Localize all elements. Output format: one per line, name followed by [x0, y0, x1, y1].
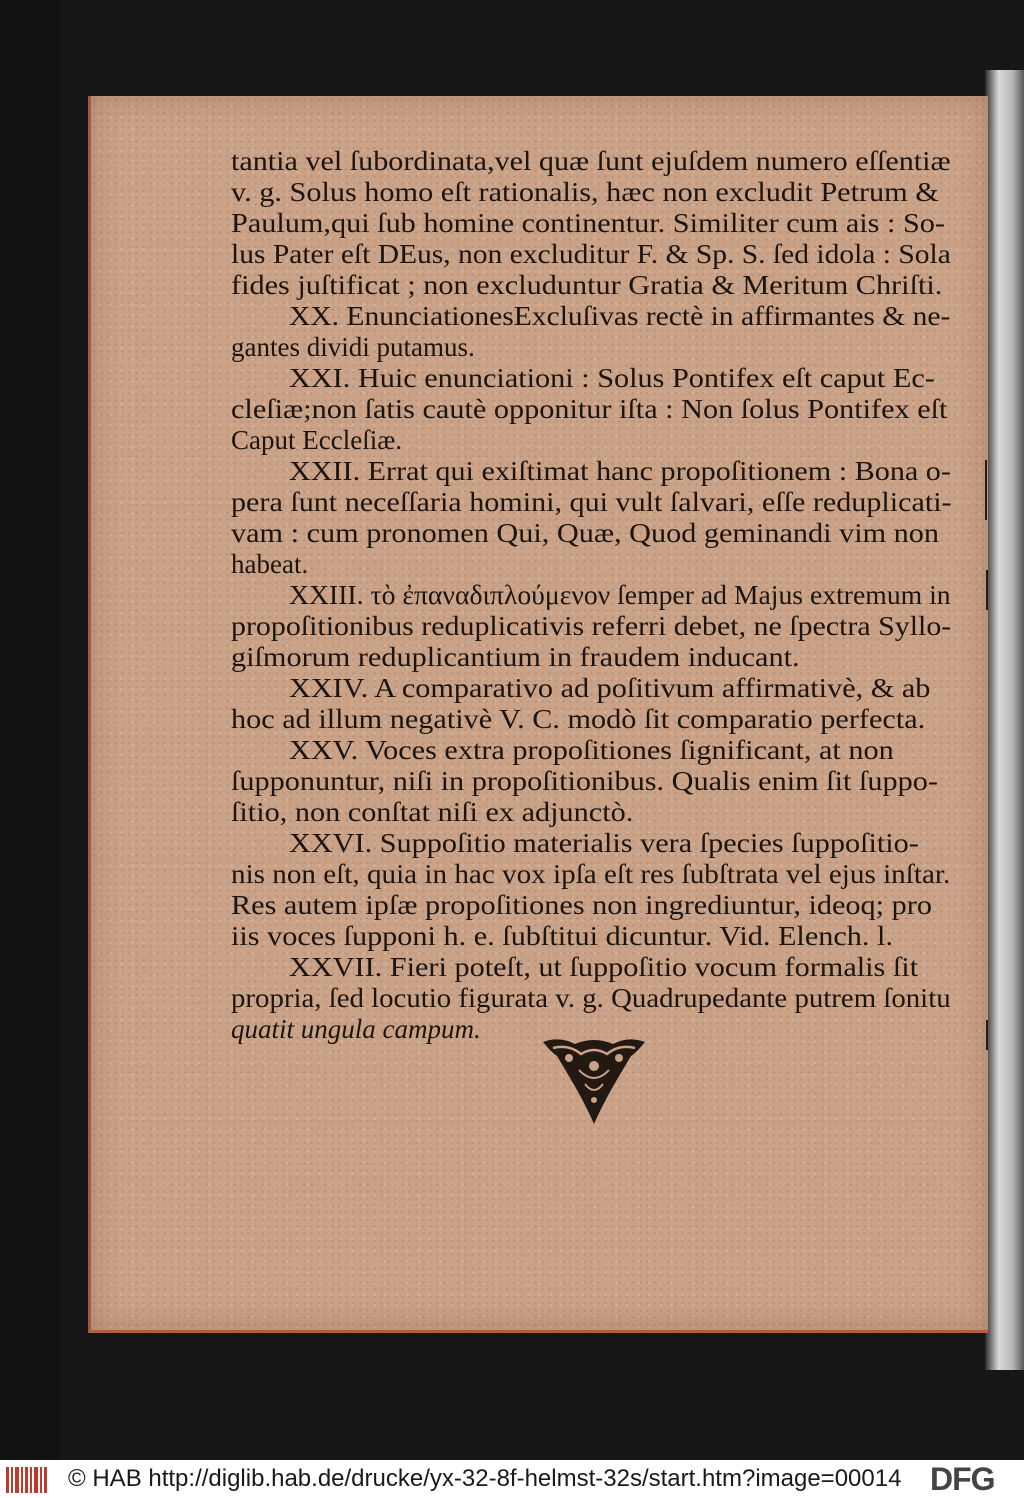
- text-line: XXVII. Fieri poteſt, ut ſuppoſitio vocum formalis ſit: [289, 952, 919, 982]
- text-line: tantia vel ſubordinata,vel quæ ſunt ejuſdem numero eſſentiæ: [231, 146, 951, 176]
- barcode-icon: [6, 1467, 48, 1493]
- text-line: XXV. Voces extra propoſitiones ſignificant, at non: [289, 735, 894, 765]
- text-line: hoc ad illum negativè V. C. modò ſit comparatio perfecta.: [231, 704, 926, 734]
- text-line: v. g. Solus homo eſt rationalis, hæc non excludit Petrum &: [231, 177, 939, 207]
- text-line: giſmorum reduplicantium in fraudem inducant.: [231, 642, 800, 672]
- dfg-logo: DFG: [930, 1461, 995, 1497]
- text-line: vam : cum pronomen Qui, Quæ, Quod geminandi vim non: [231, 518, 940, 548]
- text-line: XXIII. τὸ ἐπαναδιπλούμενον ſemper ad Majus extremum in: [289, 580, 951, 610]
- text-line: ſitio, non conſtat niſi ex adjunctò.: [231, 797, 634, 827]
- text-line: propria, ſed locutio figurata v. g. Quadrupedante putrem ſonitu: [231, 983, 951, 1013]
- text-line: ſupponuntur, niſi in propoſitionibus. Qualis enim ſit ſuppo-: [231, 766, 938, 796]
- text-line: gantes dividi putamus.: [231, 332, 475, 362]
- text-line: XXIV. A comparativo ad poſitivum affirmativè, & ab: [289, 673, 931, 703]
- text-line: XX. EnunciationesExcluſivas rectè in affirmantes & ne-: [289, 301, 951, 331]
- text-line: propoſitionibus reduplicativis referri debet, ne ſpectra Syllo-: [231, 611, 952, 641]
- left-gutter: [0, 0, 60, 1460]
- text-line: habeat.: [231, 549, 309, 579]
- text-line: XXI. Huic enunciationi : Solus Pontifex eſt caput Ec-: [289, 363, 935, 393]
- text-line: XXVI. Suppoſitio materialis vera ſpecies ſuppoſitio-: [289, 828, 919, 858]
- text-line: nis non eſt, quia in hac vox ipſa eſt res ſubſtrata vel ejus inſtar.: [231, 859, 951, 889]
- book-page: [88, 96, 988, 1333]
- text-line: pera ſunt neceſſaria homini, qui vult ſalvari, eſſe reduplicati-: [231, 487, 952, 517]
- source-link[interactable]: © HAB http://diglib.hab.de/drucke/yx-32-8f-helmst-32s/start.htm?image=00014: [68, 1465, 902, 1492]
- footer-bar: [0, 1460, 1024, 1498]
- text-line: XXII. Errat qui exiſtimat hanc propoſitionem : Bona o-: [289, 456, 951, 486]
- text-line: Res autem ipſæ propoſitiones non ingrediuntur, ideoq; pro: [231, 890, 932, 920]
- page-edge-marks: [980, 460, 994, 1060]
- text-line: Caput Eccleſiæ.: [231, 425, 402, 455]
- text-line: Paulum,qui ſub homine continentur. Similiter cum ais : So-: [231, 208, 945, 238]
- printer-ornament-icon: [539, 1036, 649, 1126]
- text-line-italic: quatit ungula campum.: [231, 1014, 481, 1044]
- text-line: fides juſtificat ; non excluduntur Gratia & Meritum Chriſti.: [231, 270, 943, 300]
- text-line: cleſiæ;non ſatis cautè opponitur iſta : Non ſolus Pontifex eſt: [231, 394, 948, 424]
- text-line: iis voces ſupponi h. e. ſubſtitui dicuntur. Vid. Elench. l.: [231, 921, 894, 951]
- text-line: lus Pater eſt DEus, non excluditur F. & Sp. S. ſed idola : Sola: [231, 239, 951, 269]
